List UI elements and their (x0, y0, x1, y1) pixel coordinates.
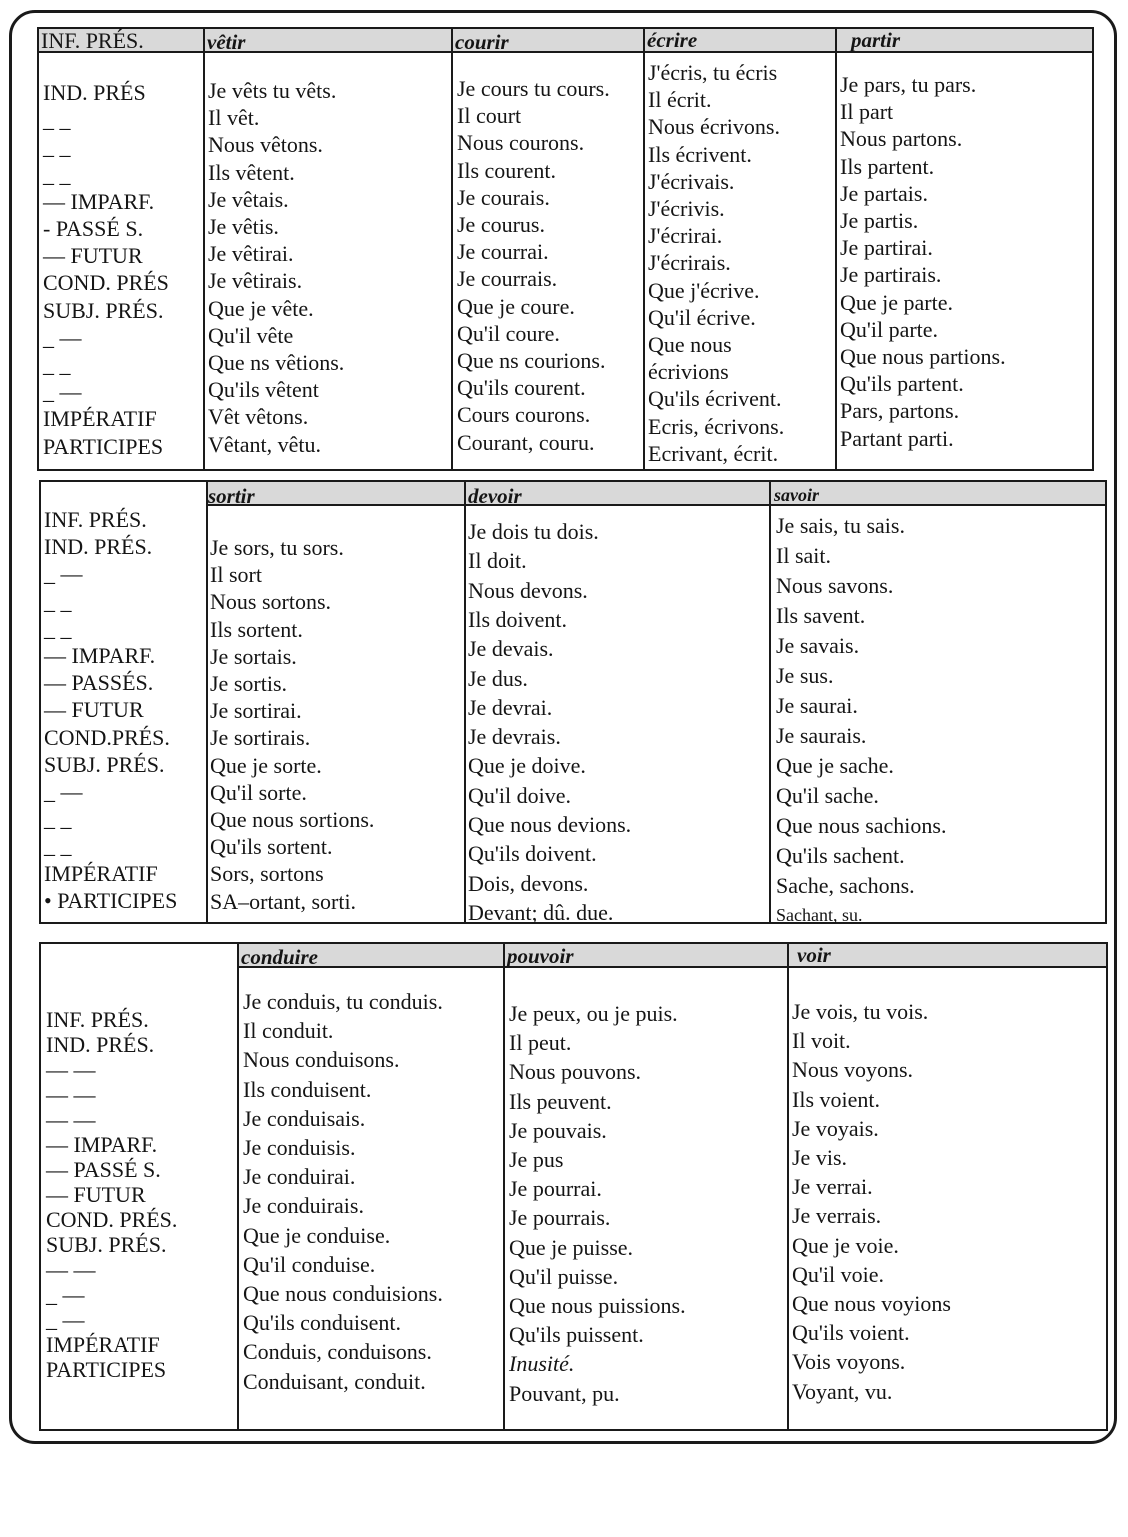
verb-header-conduire (239, 944, 505, 968)
conjugation-line: Que je conduise. (243, 1222, 391, 1248)
tense-label: — — (46, 1107, 96, 1132)
conjugation-line: J'écris, tu écris (648, 60, 778, 85)
verb-header-ecrire (645, 29, 837, 53)
tense-label: _ — (44, 779, 83, 804)
conjugation-line: Je savais. (776, 633, 860, 658)
tense-label: — IMPARF. (44, 643, 156, 668)
conjugation-line: Je voyais. (792, 1115, 879, 1141)
verb-column-devoir (466, 506, 771, 925)
tense-label: — IMPARF. (43, 188, 155, 214)
conjugation-line: Je sortirai. (210, 698, 302, 724)
tense-label: _ _ (43, 352, 71, 377)
conjugation-line: Qu'il voie. (792, 1261, 884, 1287)
verb-header-partir (837, 29, 1092, 53)
tense-label: PARTICIPES (43, 433, 164, 459)
conjugation-line: Nous savons. (776, 573, 894, 598)
tense-label: IND. PRÉS (43, 80, 146, 105)
verb-column-conduire (239, 968, 505, 1429)
tense-label: — FUTUR (43, 243, 143, 269)
verb-column-voir (789, 968, 1106, 1429)
conjugation-line: Qu'ils vêtent (208, 377, 319, 403)
conjugation-line: Qu'il parte. (840, 316, 939, 342)
conjugation-line: Sache, sachons. (776, 873, 915, 898)
conjugation-line: Je vois, tu vois. (792, 999, 929, 1024)
conjugation-line: Qu'ils courent. (457, 375, 586, 401)
tense-label: SUBJ. PRÉS. (43, 297, 164, 323)
conjugation-line: Cours courons. (457, 402, 591, 428)
conjugation-line: Je sortirais. (210, 725, 311, 751)
tense-label: - PASSÉ S. (43, 216, 144, 241)
conjugation-line: Je devrai. (468, 694, 553, 720)
verb-header-sortir (208, 482, 466, 506)
conjugation-line: Je partirais. (840, 262, 942, 288)
tense-label-column (39, 53, 205, 469)
tense-label: — — (46, 1057, 96, 1082)
conjugation-line: Il part (840, 99, 894, 125)
conjugation-line: Que je sorte. (210, 752, 322, 778)
verb-column-sortir (208, 506, 466, 922)
verb-header-pouvoir (505, 944, 789, 968)
conjugation-line: Je courais. (457, 184, 550, 210)
conjugation-line: Inusité. (509, 1351, 575, 1377)
conjugation-line: Voyant, vu. (792, 1378, 893, 1404)
tense-label: _ — (46, 1282, 85, 1307)
conjugation-line: Que ns vêtions. (208, 350, 345, 375)
conjugation-line: Je conduirais. (243, 1193, 364, 1219)
conjugation-line: Que je puisse. (509, 1234, 634, 1260)
conjugation-line: Qu'ils écrivent. (648, 386, 782, 412)
conjugation-line: Qu'il conduise. (243, 1251, 376, 1277)
conjugation-line: Qu'il sorte. (210, 779, 307, 805)
conjugation-line: Je cours tu cours. (457, 76, 610, 101)
conjugation-line: Il sait. (776, 543, 831, 568)
tense-label: _ _ (44, 833, 72, 859)
conjugation-line: Il court (457, 103, 522, 129)
tense-label: _ _ (44, 588, 72, 614)
conjugation-line: Il doit. (468, 548, 527, 574)
conjugation-line: Ils courent. (457, 157, 556, 183)
verb-column-vetir (205, 53, 453, 469)
conjugation-line: Je devais. (468, 636, 554, 662)
conjugation-line: Que nous sortions. (210, 807, 375, 832)
conjugation-line: Je pars, tu pars. (840, 72, 977, 97)
conjugation-line: Que nous conduisions. (243, 1281, 443, 1306)
conjugation-line: Nous écrivons. (648, 114, 780, 140)
conjugation-line: Ils conduisent. (243, 1076, 372, 1102)
conjugation-line: Que nous partions. (840, 344, 1006, 369)
tense-label: _ — (44, 561, 83, 587)
conjugation-line: Que je sache. (776, 753, 894, 778)
tense-label: COND.PRÉS. (44, 724, 170, 750)
conjugation-line: Conduisant, conduit. (243, 1368, 426, 1394)
verb-name: sortir (208, 484, 255, 508)
conjugation-line: Nous voyons. (792, 1057, 914, 1083)
tense-label: — PASSÉS. (44, 670, 154, 696)
conjugation-line: Je courrais. (457, 266, 558, 292)
conjugation-line: Je dus. (468, 665, 528, 691)
conjugation-line: Il voit. (792, 1028, 851, 1054)
tense-label: • PARTICIPES (44, 887, 178, 913)
tense-label: IMPÉRATIF (46, 1332, 160, 1357)
verb-column-courir (453, 53, 645, 469)
verb-column-savoir (771, 506, 1105, 925)
tense-label: _ — (46, 1307, 85, 1332)
tense-label: SUBJ. PRÉS. (46, 1232, 167, 1257)
tense-label: INF. PRÉS. (46, 1007, 149, 1032)
tense-label: — — (46, 1257, 96, 1282)
verb-header-voir (789, 944, 1106, 968)
conjugation-line: Nous partons. (840, 126, 963, 152)
conjugation-line: Que nous voyions (792, 1291, 951, 1316)
tense-label: _ — (43, 379, 82, 405)
tense-label: COND. PRÉS. (46, 1207, 178, 1232)
conjugation-line: Il conduit. (243, 1018, 334, 1044)
conjugation-line: Je sais, tu sais. (776, 513, 905, 538)
conjugation-line: Pouvant, pu. (509, 1380, 620, 1406)
conjugation-line: Conduis, conduisons. (243, 1339, 432, 1365)
verb-name: écrire (647, 28, 698, 52)
verb-column-ecrire (645, 53, 837, 469)
conjugation-line: Je saurais. (776, 723, 867, 748)
conjugation-line: SA–ortant, sorti. (210, 888, 357, 914)
conjugation-line: Qu'ils sortent. (210, 834, 333, 860)
conjugation-line: Qu'il vête (208, 322, 294, 348)
tense-label: _ — (43, 324, 82, 350)
conjugation-line: Je devrais. (468, 724, 561, 750)
conjugation-line: Je pourrai. (509, 1176, 602, 1202)
tense-label: IND. PRÉS. (44, 534, 153, 560)
conjugation-line: Qu'il puisse. (509, 1263, 619, 1289)
conjugation-line: Que je parte. (840, 289, 953, 315)
conjugation-line: Je vis. (792, 1145, 847, 1170)
conjugation-line: Nous vêtons. (208, 132, 323, 158)
tense-label: — PASSÉ S. (46, 1157, 161, 1182)
conjugation-line: Que je vête. (208, 295, 314, 321)
tense-label: SUBJ. PRÉS. (44, 751, 165, 777)
conjugation-line: Je pus (509, 1147, 564, 1172)
conjugation-line: Qu'il doive. (468, 782, 571, 808)
conjugation-line: Qu'il coure. (457, 320, 560, 346)
tense-label: — FUTUR (44, 697, 144, 723)
conjugation-line: Je conduirai. (243, 1164, 356, 1190)
conjugation-line: Je sus. (776, 663, 834, 688)
tense-label: _ _ (44, 615, 72, 641)
conjugation-line: Je dois tu dois. (468, 519, 599, 544)
conjugation-line: Ils sortent. (210, 616, 303, 642)
conjugation-line: Sors, sortons (210, 861, 324, 887)
label-header-cell (39, 29, 205, 53)
conjugation-line: Il écrit. (648, 87, 712, 113)
conjugation-line: Que nous (648, 332, 732, 357)
conjugation-line: Je vêtais. (208, 186, 289, 212)
conjugation-line: Je pouvais. (509, 1117, 607, 1143)
tense-label: INF. PRÉS. (44, 507, 147, 532)
conjugation-line: Je partirai. (840, 235, 933, 261)
conjugation-line: Nous conduisons. (243, 1047, 400, 1073)
conjugation-line: Qu'ils partent. (840, 371, 964, 397)
verb-name: pouvoir (507, 944, 574, 968)
verb-name: conduire (241, 945, 319, 969)
conjugation-line: Ils écrivent. (648, 141, 752, 167)
conjugation-table-1 (37, 27, 1094, 471)
conjugation-line: Vois voyons. (792, 1349, 906, 1375)
conjugation-line: Je vêtirai. (208, 241, 294, 267)
tense-label: COND. PRÉS (43, 270, 169, 296)
tense-label: — IMPARF. (46, 1132, 158, 1157)
verb-header-courir (453, 29, 645, 53)
conjugation-line: Qu'ils sachent. (776, 843, 905, 868)
verb-name: courir (455, 30, 509, 54)
conjugation-line: Nous pouvons. (509, 1059, 642, 1085)
conjugation-line: Ils vêtent. (208, 159, 295, 185)
conjugation-line: Vêtant, vêtu. (208, 431, 322, 457)
conjugation-line: Je verrai. (792, 1174, 873, 1200)
conjugation-line: Partant parti. (840, 425, 954, 451)
conjugation-line: Je vêtis. (208, 214, 279, 239)
verb-header-vetir (205, 29, 453, 53)
conjugation-line: Sachant, su. (776, 905, 863, 925)
conjugation-line: Ils partent. (840, 153, 935, 179)
conjugation-table-2 (39, 480, 1107, 924)
conjugation-line: Vêt vêtons. (208, 404, 309, 430)
conjugation-line: Il vêt. (208, 105, 260, 131)
tense-label: PARTICIPES (46, 1357, 167, 1382)
conjugation-line: Ils peuvent. (509, 1088, 612, 1114)
conjugation-line: Qu'il sache. (776, 783, 879, 808)
conjugation-line: Qu'ils doivent. (468, 841, 597, 867)
conjugation-line: Que j'écrive. (648, 277, 760, 303)
conjugation-line: Que nous puissions. (509, 1293, 686, 1318)
conjugation-line: Qu'il écrive. (648, 304, 756, 330)
conjugation-line: Je pourrais. (509, 1205, 611, 1231)
tense-label-column (41, 482, 208, 922)
conjugation-line: Qu'ils conduisent. (243, 1310, 401, 1336)
tense-label: _ _ (43, 161, 71, 187)
conjugation-line: Devant; dû. due. (468, 899, 614, 925)
conjugation-line: Je conduisais. (243, 1105, 366, 1131)
conjugation-line: Que nous devions. (468, 812, 632, 837)
conjugation-line: Il peut. (509, 1030, 572, 1056)
conjugation-line: Nous sortons. (210, 589, 332, 615)
tense-label: _ _ (44, 806, 72, 832)
tense-label: IMPÉRATIF (44, 860, 158, 886)
conjugation-line: Que je voie. (792, 1232, 899, 1258)
conjugation-line: Qu'ils voient. (792, 1320, 910, 1346)
tense-label: — FUTUR (46, 1182, 146, 1207)
conjugation-line: Ecrivant, écrit. (648, 440, 779, 466)
conjugation-line: Je saurai. (776, 693, 858, 718)
conjugation-line: Courant, couru. (457, 429, 595, 455)
conjugation-line: Je sortis. (210, 671, 287, 696)
conjugation-line: Je sors, tu sors. (210, 535, 344, 560)
conjugation-line: Je vêts tu vêts. (208, 78, 337, 103)
verb-name: savoir (774, 485, 819, 505)
verb-column-pouvoir (505, 968, 789, 1429)
verb-name: devoir (468, 484, 522, 508)
conjugation-line: Je peux, ou je puis. (509, 1001, 678, 1026)
conjugation-line: Que je doive. (468, 753, 586, 779)
conjugation-line: Que je coure. (457, 293, 575, 319)
conjugation-line: Je conduis, tu conduis. (243, 989, 443, 1014)
conjugation-table-3 (39, 942, 1108, 1431)
tense-label-column (41, 944, 239, 1429)
verb-column-partir (837, 53, 1092, 469)
conjugation-line: Il sort (210, 562, 262, 588)
conjugation-line: Nous courons. (457, 130, 585, 156)
verb-name: vêtir (207, 30, 246, 54)
conjugation-line: écrivions (648, 359, 729, 385)
conjugation-line: Ils voient. (792, 1086, 880, 1112)
conjugation-line: Je partis. (840, 208, 919, 233)
conjugation-line: Je courus. (457, 212, 545, 237)
conjugation-line: J'écrirais. (648, 250, 731, 276)
verb-header-savoir (771, 482, 1105, 506)
conjugation-line: Ecris, écrivons. (648, 413, 785, 439)
conjugation-line: Ils savent. (776, 603, 866, 628)
conjugation-line: Qu'ils puissent. (509, 1322, 644, 1348)
tense-label: _ _ (43, 107, 71, 133)
tense-label: IMPÉRATIF (43, 406, 157, 432)
conjugation-line: Que ns courions. (457, 348, 606, 373)
corner-label: INF. PRÉS. (41, 28, 144, 53)
conjugation-line: J'écrivis. (648, 196, 725, 221)
conjugation-line: Je verrais. (792, 1203, 882, 1229)
conjugation-line: Nous devons. (468, 577, 588, 603)
verb-header-devoir (466, 482, 771, 506)
conjugation-line: J'écrivais. (648, 168, 735, 194)
conjugation-line: Je conduisis. (243, 1135, 356, 1160)
conjugation-line: Je partais. (840, 180, 928, 206)
verb-name: voir (797, 943, 831, 967)
tense-label: IND. PRÉS. (46, 1032, 155, 1057)
conjugation-line: Ils doivent. (468, 606, 567, 632)
conjugation-line: Je courrai. (457, 239, 549, 265)
conjugation-line: Que nous sachions. (776, 813, 947, 838)
tense-label: _ _ (43, 134, 71, 160)
verb-name: partir (851, 28, 901, 52)
tense-label: — — (46, 1082, 96, 1107)
conjugation-line: Pars, partons. (840, 398, 960, 424)
conjugation-line: Dois, devons. (468, 870, 589, 896)
conjugation-line: Je sortais. (210, 643, 297, 669)
conjugation-line: Je vêtirais. (208, 268, 303, 294)
conjugation-line: J'écrirai. (648, 223, 723, 249)
